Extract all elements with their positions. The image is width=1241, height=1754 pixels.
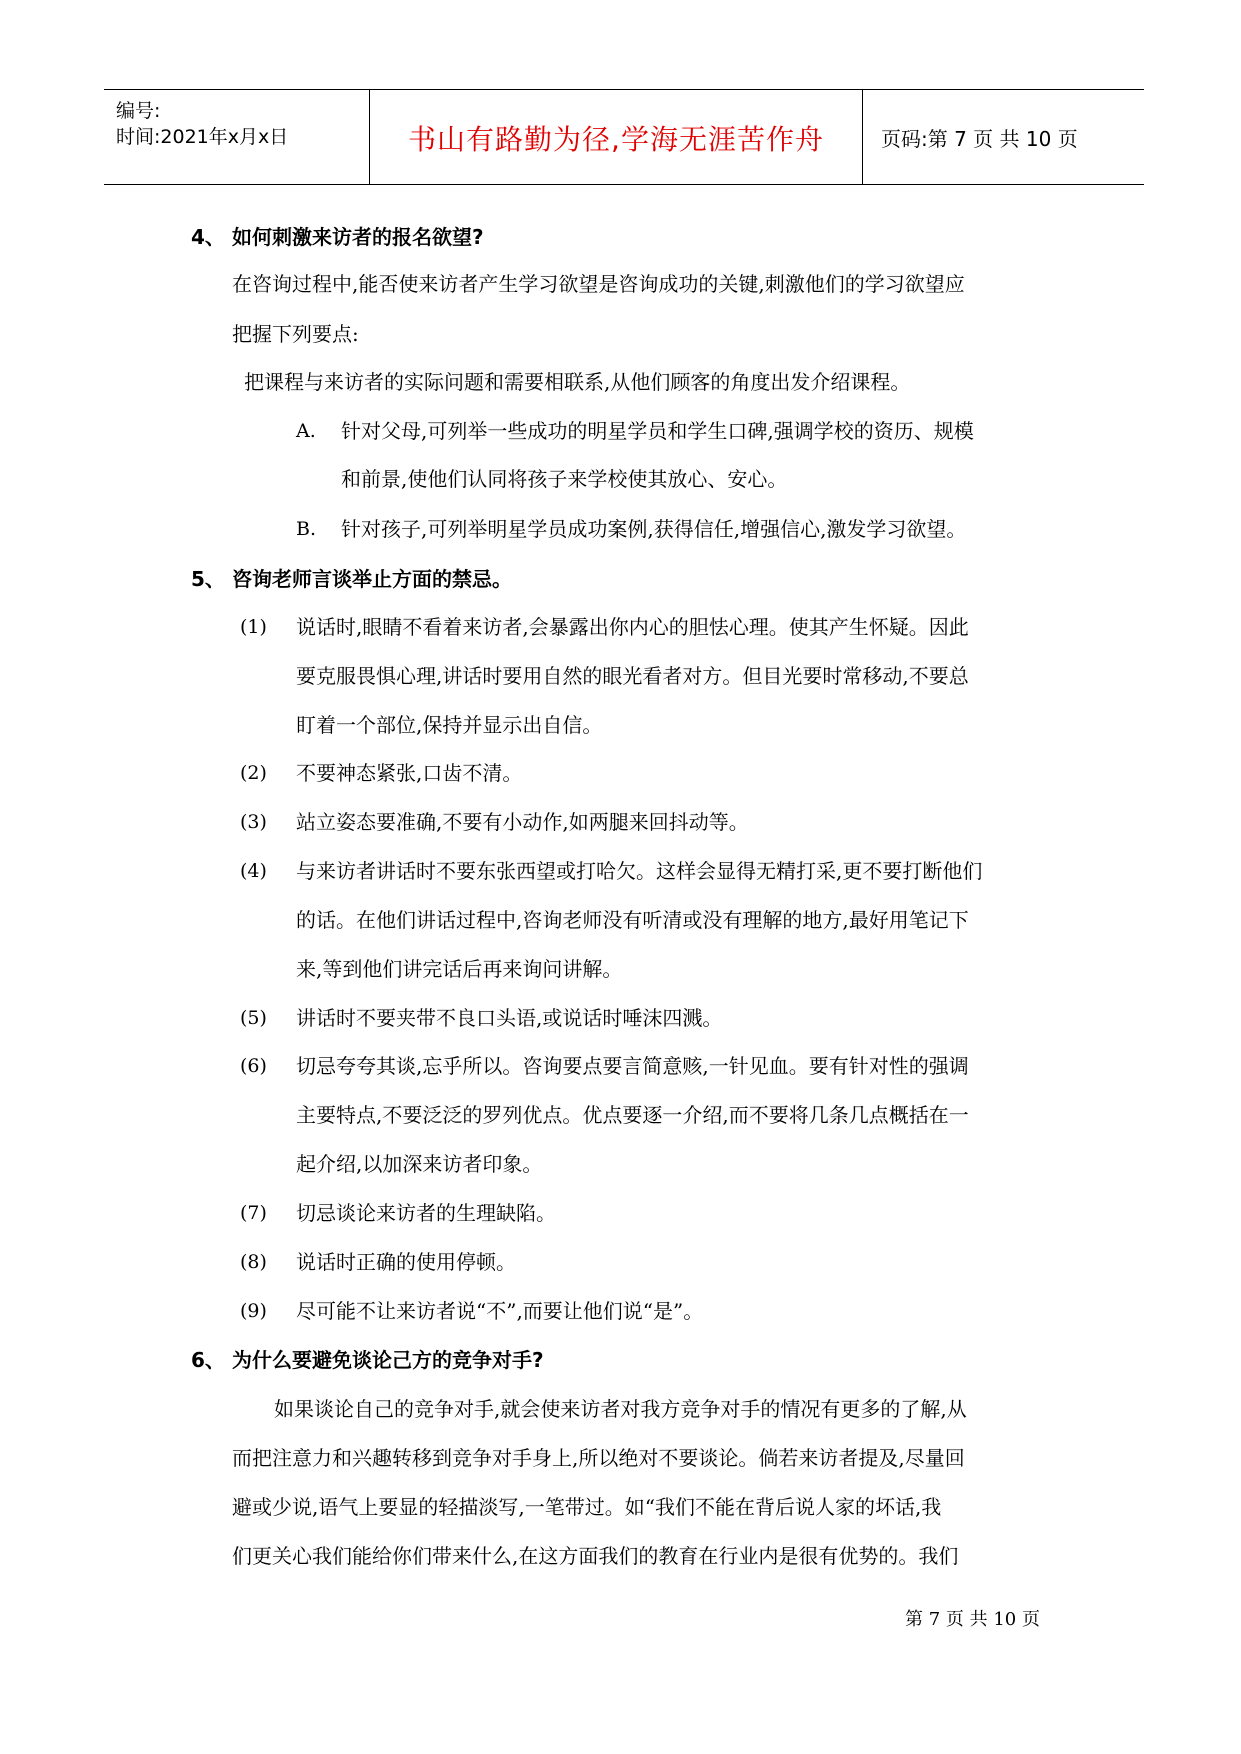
list-item-a-line: 针对父母,可列举一些成功的明星学员和学生口碑,强调学校的资历、规模 — [341, 419, 974, 443]
list-item-line: 站立姿态要准确,不要有小动作,如两腿来回抖动等。 — [296, 810, 749, 834]
list-marker-a: A. — [296, 420, 316, 442]
list-marker-3: (3) — [240, 811, 267, 833]
list-marker-8: (8) — [240, 1251, 267, 1273]
list-item-line: 说话时,眼睛不看着来访者,会暴露出你内心的胆怯心理。使其产生怀疑。因此 — [296, 615, 969, 639]
page-header — [104, 89, 1144, 185]
header-info-cell — [104, 90, 370, 184]
list-item-line: 与来访者讲话时不要东张西望或打哈欠。这样会显得无精打采,更不要打断他们 — [296, 859, 983, 883]
list-item-line: 尽可能不让来访者说“不”,而要让他们说“是”。 — [296, 1299, 704, 1323]
header-page-cell — [863, 90, 1144, 184]
section-6-paragraph-line: 们更关心我们能给你们带来什么,在这方面我们的教育在行业内是很有优势的。我们 — [232, 1544, 959, 1568]
section-4-title: 如何刺激来访者的报名欲望? — [232, 225, 484, 249]
list-item-line: 不要神态紧张,口齿不清。 — [296, 761, 523, 785]
section-4-paragraph-line: 把握下列要点: — [232, 322, 359, 346]
list-item-line: 切忌谈论来访者的生理缺陷。 — [296, 1201, 556, 1225]
number-label: 编号: — [116, 100, 161, 122]
section-6-title: 为什么要避免谈论己方的竞争对手? — [232, 1348, 544, 1372]
section-5-title: 咨询老师言谈举止方面的禁忌。 — [232, 567, 512, 591]
list-item-line: 的话。在他们讲话过程中,咨询老师没有听清或没有理解的地方,最好用笔记下 — [296, 908, 969, 932]
page-info: 页码:第 7 页 共 10 页 — [881, 127, 1078, 151]
list-item-line: 说话时正确的使用停顿。 — [296, 1250, 516, 1274]
list-item-b-line: 针对孩子,可列举明星学员成功案例,获得信任,增强信心,激发学习欲望。 — [341, 517, 967, 541]
list-item-line: 盯着一个部位,保持并显示出自信。 — [296, 713, 603, 737]
list-item-line: 来,等到他们讲完话后再来询问讲解。 — [296, 957, 623, 981]
list-item-line: 起介绍,以加深来访者印象。 — [296, 1152, 543, 1176]
list-marker-2: (2) — [240, 762, 267, 784]
section-5-number: 5、 — [191, 567, 225, 591]
section-4-paragraph: 把课程与来访者的实际问题和需要相联系,从他们顾客的角度出发介绍课程。 — [244, 370, 911, 394]
list-item-line: 讲话时不要夹带不良口头语,或说话时唾沫四溅。 — [296, 1006, 723, 1030]
section-6-paragraph-line: 如果谈论自己的竞争对手,就会使来访者对我方竞争对手的情况有更多的了解,从 — [274, 1397, 967, 1421]
list-marker-9: (9) — [240, 1300, 267, 1322]
list-item-line: 切忌夸夸其谈,忘乎所以。咨询要点要言简意赅,一针见血。要有针对性的强调 — [296, 1054, 969, 1078]
list-item-line: 主要特点,不要泛泛的罗列优点。优点要逐一介绍,而不要将几条几点概括在一 — [296, 1103, 969, 1127]
list-marker-1: (1) — [240, 616, 267, 638]
list-item-line: 要克服畏惧心理,讲话时要用自然的眼光看者对方。但目光要时常移动,不要总 — [296, 664, 969, 688]
list-marker-6: (6) — [240, 1055, 267, 1077]
section-6-paragraph-line: 而把注意力和兴趣转移到竞争对手身上,所以绝对不要谈论。倘若来访者提及,尽量回 — [232, 1446, 965, 1470]
section-6-number: 6、 — [191, 1348, 225, 1372]
list-marker-5: (5) — [240, 1007, 267, 1029]
section-6-paragraph-line: 避或少说,语气上要显的轻描淡写,一笔带过。如“我们不能在背后说人家的坏话,我 — [232, 1495, 942, 1519]
motto: 书山有路勤为径,学海无涯苦作舟 — [408, 123, 824, 156]
section-4-number: 4、 — [191, 225, 225, 249]
list-marker-4: (4) — [240, 860, 267, 882]
list-marker-b: B. — [296, 518, 317, 540]
section-4-paragraph-line: 在咨询过程中,能否使来访者产生学习欲望是咨询成功的关键,刺激他们的学习欲望应 — [232, 272, 965, 296]
time-label: 时间:2021年x月x日 — [116, 126, 289, 148]
list-marker-7: (7) — [240, 1202, 267, 1224]
header-motto-cell — [370, 90, 863, 184]
page-footer: 第 7 页 共 10 页 — [905, 1609, 1040, 1630]
list-item-a-line: 和前景,使他们认同将孩子来学校使其放心、安心。 — [341, 467, 788, 491]
